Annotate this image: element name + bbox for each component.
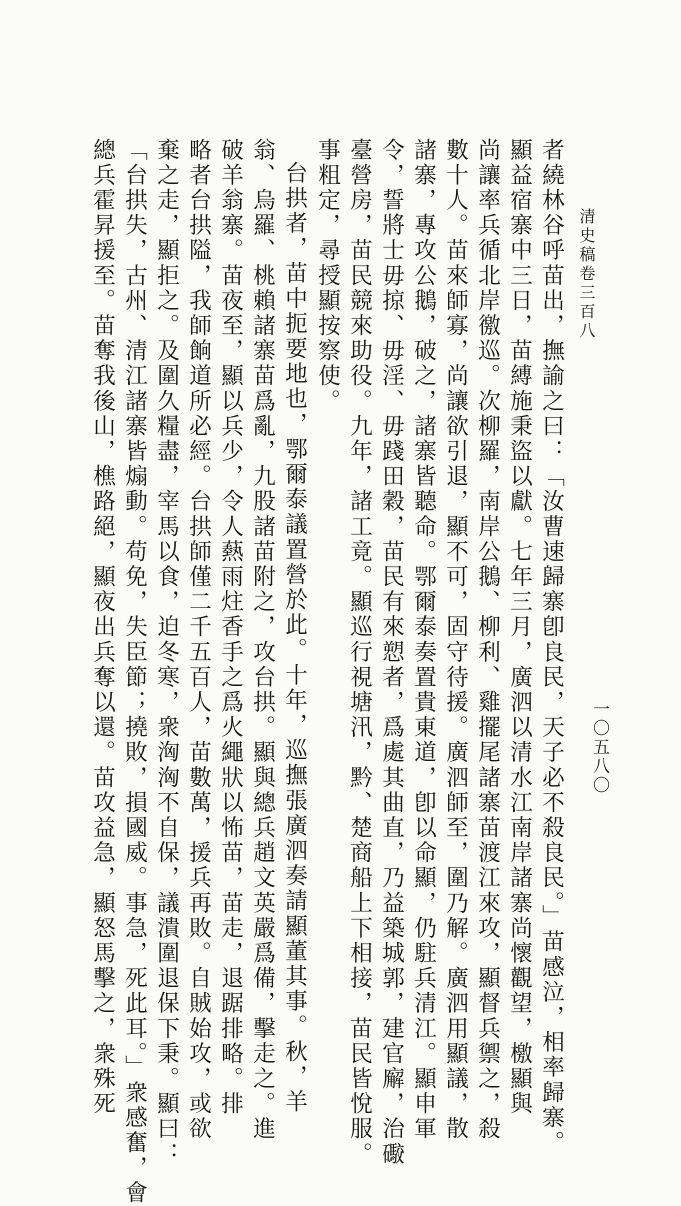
text-column: 棄之走，顯拒之。及圍久糧盡，宰馬以食，迫冬寒，衆洶洶不自保，議潰圍退保下秉。顯曰：: [153, 138, 180, 1168]
text-column: 翁、烏羅、桃賴諸寨苗爲亂，九股諸苗附之，攻台拱。顯與總兵趙文英嚴爲備，擊走之。進: [249, 138, 276, 1142]
text-column: 顯益宿寨中三日，苗縛施秉盜以獻。七年三月，廣泗以清水江南岸諸寨尚懷觀望，檄顯與: [506, 138, 533, 1117]
text-column: 破羊翁寨。苗夜至，顯以兵少，令人爇雨炷香手之爲火繩狀以怖苗，苗走，退踞排略。排: [217, 138, 244, 1117]
text-column: 數十人。苗來師寡，尚讓欲引退，顯不可，固守待援。廣泗師至，圍乃解。廣泗用顯議，散: [442, 138, 469, 1142]
text-column: 略者台拱隘，我師餉道所必經。台拱師僅二千五百人，苗數萬，援兵再敗。自賊始攻，或欲: [185, 138, 212, 1142]
text-column: 事粗定，尋授顯按察使。: [314, 138, 341, 415]
text-column: 令，誓將士毋掠、毋淫、毋踐田穀，苗民有來愬者，爲處其曲直，乃益築城郭，建官廨，治礮: [378, 138, 405, 1168]
text-column: 臺營房，苗民競來助役。九年，諸工竟。顯巡行視塘汛，黔、楚商船上下相接，苗民皆悅服。: [346, 138, 373, 1168]
text-column: 者繞林谷呼苗出，撫諭之曰：「汝曹速歸寨卽良民，天子必不殺良民。」苗感泣，相率歸寨。: [538, 138, 565, 1156]
text-column: 尚讓率兵循北岸徼巡。次柳羅，南岸公鵝、柳利、雞擺尾諸寨苗渡江來攻，顯督兵禦之，殺: [474, 138, 501, 1142]
text-column: 台拱者，苗中扼要地也，鄂爾泰議置營於此。十年，巡撫張廣泗奏請顯董其事。秋，羊: [281, 161, 308, 1115]
text-column: 諸寨，專攻公鵝，破之，諸寨皆聽命。鄂爾泰奏置貴東道，卽以命顯，仍駐兵清江。顯申軍: [410, 138, 437, 1142]
page-number: 一〇五八〇: [589, 700, 609, 795]
running-header: 清史稿卷三百八: [577, 208, 596, 341]
text-column: 總兵霍昇援至。苗奪我後山，樵路絕，顯夜出兵奪以還。苗攻益急，顯怒馬擊之，衆殊死: [89, 138, 116, 1117]
text-column: 「台拱失，古州、清江諸寨皆煽動。苟免，失臣節；撓敗，損國威。事急，死此耳。」衆感奮，會: [121, 138, 148, 1206]
